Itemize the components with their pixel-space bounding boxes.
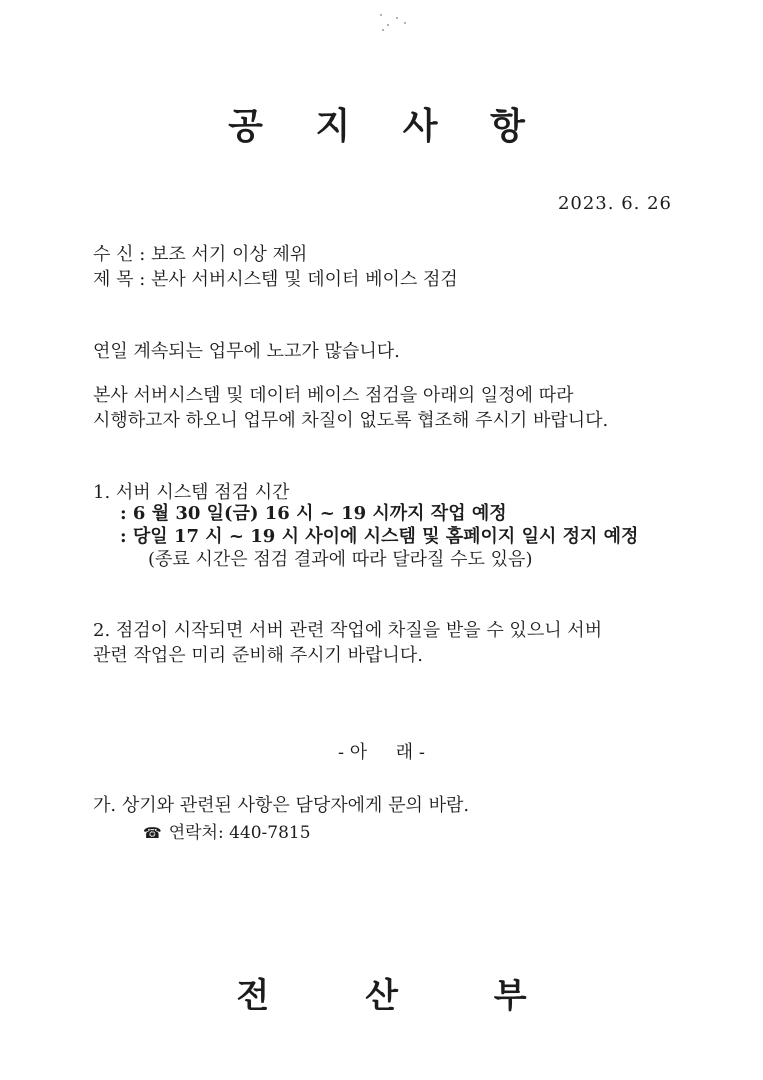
item-a-line: 가. 상기와 관련된 사항은 담당자에게 문의 바람. [93,795,470,816]
contact-line [143,818,311,843]
greeting-line: 연일 계속되는 업무에 노고가 많습니다. [93,341,400,362]
section1-heading: 1. 서버 시스템 점검 시간 [93,482,290,503]
section1-schedule: : 6 월 30 일(금) 16 시 ~ 19 시까지 작업 예정 [120,503,507,524]
section1-note: (종료 시간은 점검 결과에 따라 달라질 수도 있음) [148,549,533,570]
intro-line: 본사 서버시스템 및 데이터 베이스 점검을 아래의 일정에 따라 [93,385,574,406]
contact-label: 연락처: 440-7815 [168,823,311,843]
section1-outage: : 당일 17 시 ~ 19 시 사이에 시스템 및 홈페이지 일시 정지 예정 [120,526,639,547]
intro-line: 시행하고자 하오니 업무에 차질이 없도록 협조해 주시기 바랍니다. [93,410,609,431]
section2-line: 2. 점검이 시작되면 서버 관련 작업에 차질을 받을 수 있으니 서버 [93,620,603,641]
phone-icon: ☎ [143,824,162,842]
notice-title: 공 지 사 항 [228,105,545,147]
department-signature: 전 산 부 [236,976,569,1016]
recipient-line: 수 신 : 보조 서기 이상 제위 [93,244,308,265]
below-marker: - 아 래 - [338,742,425,763]
notice-date: 2023. 6. 26 [557,193,672,214]
subject-line: 제 목 : 본사 서버시스템 및 데이터 베이스 점검 [93,269,458,290]
scan-artifact [360,8,420,38]
section2-line: 관련 작업은 미리 준비해 주시기 바랍니다. [93,645,423,666]
